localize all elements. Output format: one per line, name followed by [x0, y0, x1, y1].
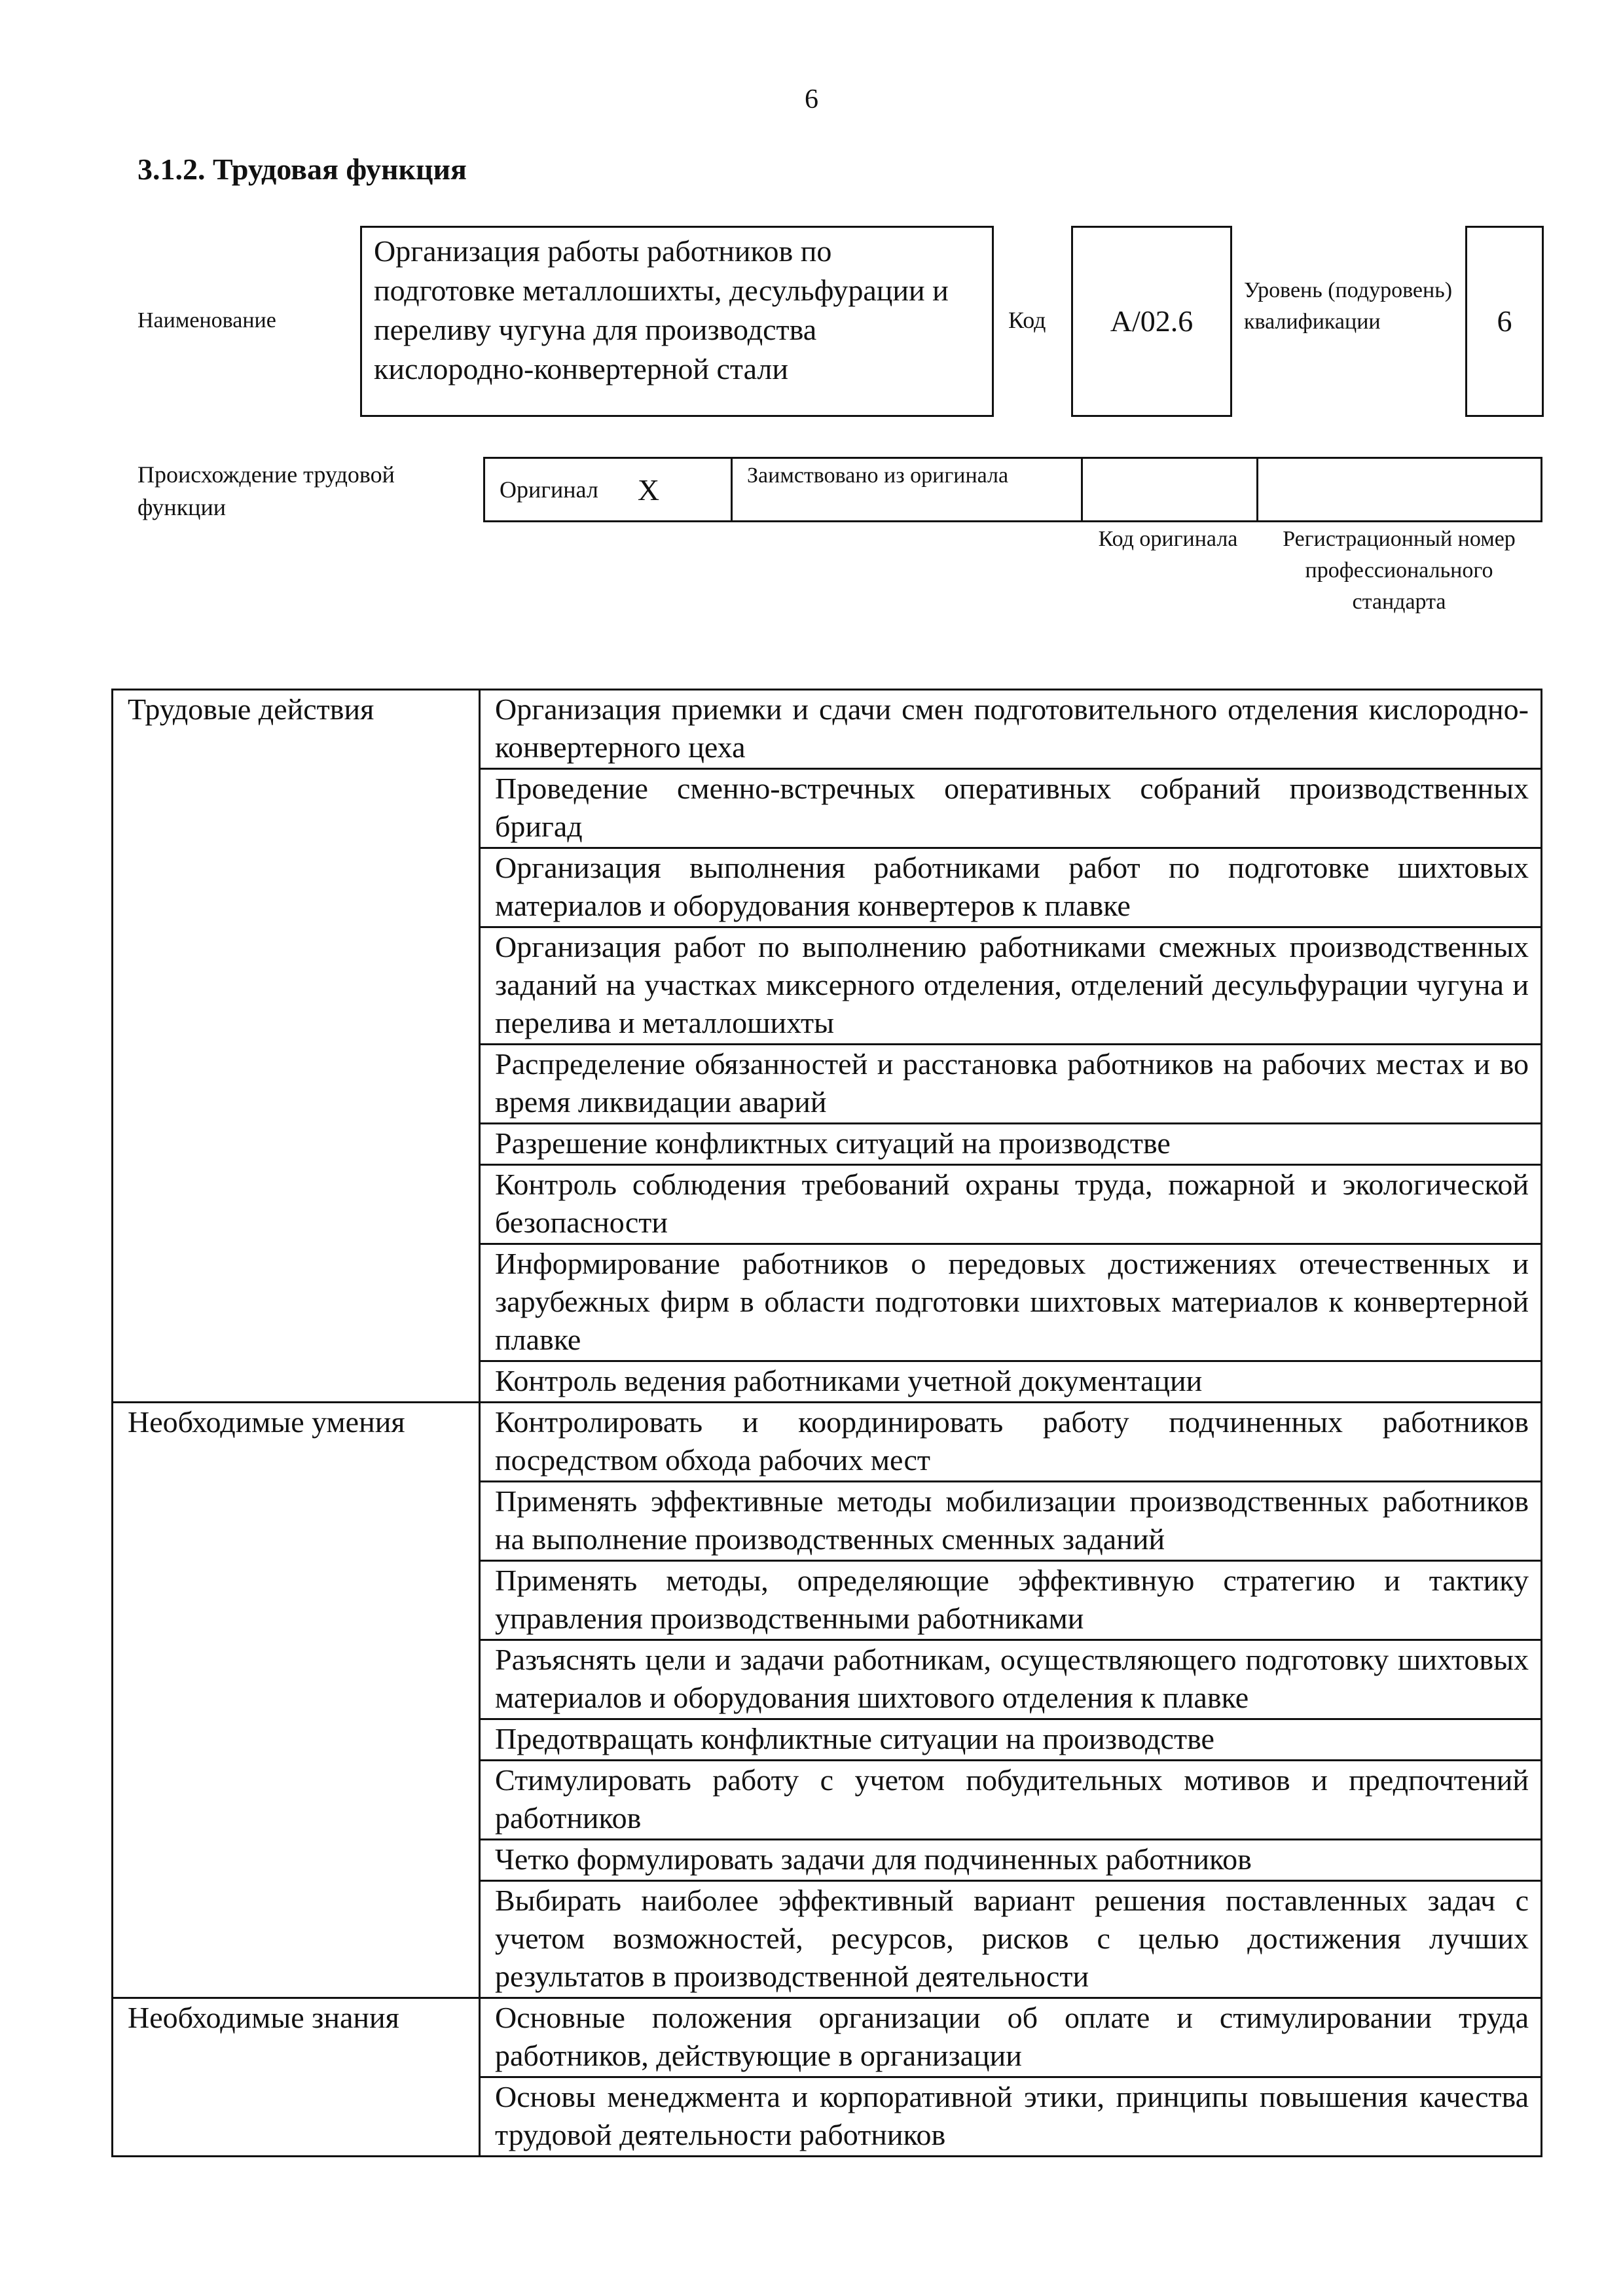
- qualification-level: [1465, 226, 1544, 417]
- section-label: Необходимые знания: [113, 1998, 480, 2157]
- section-item: Основные положения организации об оплате и стимулировании труда работников, действующие в организации: [480, 1998, 1542, 2077]
- section-item: Разрешение конфликтных ситуаций на производстве: [480, 1124, 1542, 1165]
- code-label: Код: [1008, 307, 1046, 333]
- table-row: [113, 1403, 1542, 1482]
- section-item: Применять методы, определяющие эффективную стратегию и тактику управления производственными работниками: [480, 1561, 1542, 1640]
- section-item: Информирование работников о передовых достижениях отечественных и зарубежных фирм в области подготовки шихтовых материалов к конвертерной плавке: [480, 1244, 1542, 1361]
- section-item: Распределение обязанностей и расстановка работников на рабочих местах и во время ликвидации аварий: [480, 1045, 1542, 1124]
- section-item: Организация работ по выполнению работниками смежных производственных заданий на участках миксерного отделения, отделений десульфурации чугуна и перелива и металлошихты: [480, 927, 1542, 1045]
- qualification-level-label: Уровень (подуровень) квалификации: [1244, 278, 1453, 334]
- function-code-value: А/02.6: [1110, 304, 1194, 338]
- function-details-table: [111, 689, 1542, 2157]
- origin-borrowed-cell: Заимствовано из оригинала: [733, 459, 1083, 520]
- section-item: Контролировать и координировать работу подчиненных работников посредством обхода рабочих мест: [480, 1403, 1542, 1482]
- origin-original-cell: [485, 459, 733, 520]
- section-item: Выбирать наиболее эффективный вариант решения поставленных задач с учетом возможностей, ресурсов, рисков с целью достижения лучших результатов в производственной деятельности: [480, 1881, 1542, 1998]
- origin-reg-cell: [1258, 459, 1541, 520]
- page-number: 6: [805, 84, 818, 115]
- section-item: Четко формулировать задачи для подчиненных работников: [480, 1840, 1542, 1881]
- section-label: Трудовые действия: [113, 690, 480, 1403]
- origin-original-mark: X: [637, 473, 660, 507]
- section-item: Предотвращать конфликтные ситуации на производстве: [480, 1719, 1542, 1761]
- function-name: Организация работы работников по подготовке металлошихты, десульфурации и переливу чугуна для производства кислородно-конвертерной стали: [360, 226, 994, 417]
- origin-code-note: Код оригинала: [1098, 527, 1238, 551]
- section-label: Необходимые умения: [113, 1403, 480, 1998]
- section-item: Применять эффективные методы мобилизации производственных работников на выполнение производственных сменных заданий: [480, 1482, 1542, 1561]
- origin-reg-note: Регистрационный номер профессионального стандарта: [1283, 527, 1516, 614]
- section-title: 3.1.2. Трудовая функция: [137, 152, 467, 186]
- section-item: Проведение сменно-встречных оперативных собраний производственных бригад: [480, 769, 1542, 848]
- origin-code-cell: [1083, 459, 1258, 520]
- origin-original-label: Оригинал: [500, 476, 598, 503]
- table-row: [113, 1998, 1542, 2077]
- section-item: Контроль соблюдения требований охраны труда, пожарной и экологической безопасности: [480, 1165, 1542, 1244]
- origin-table: [483, 457, 1542, 522]
- function-details-body: [113, 690, 1542, 2157]
- table-row: [113, 690, 1542, 769]
- origin-label: Происхождение трудовой функции: [137, 461, 395, 520]
- section-item: Стимулировать работу с учетом побудительных мотивов и предпочтений работников: [480, 1761, 1542, 1840]
- section-item: Организация приемки и сдачи смен подготовительного отделения кислородно-конвертерного цеха: [480, 690, 1542, 769]
- function-code: [1071, 226, 1232, 417]
- section-item: Организация выполнения работниками работ по подготовке шихтовых материалов и оборудования конвертеров к плавке: [480, 848, 1542, 927]
- section-item: Контроль ведения работниками учетной документации: [480, 1361, 1542, 1403]
- name-label: Наименование: [137, 308, 276, 332]
- section-item: Разъяснять цели и задачи работникам, осуществляющего подготовку шихтовых материалов и оборудования шихтового отделения к плавке: [480, 1640, 1542, 1719]
- section-item: Основы менеджмента и корпоративной этики, принципы повышения качества трудовой деятельности работников: [480, 2077, 1542, 2157]
- qualification-level-value: 6: [1497, 304, 1512, 338]
